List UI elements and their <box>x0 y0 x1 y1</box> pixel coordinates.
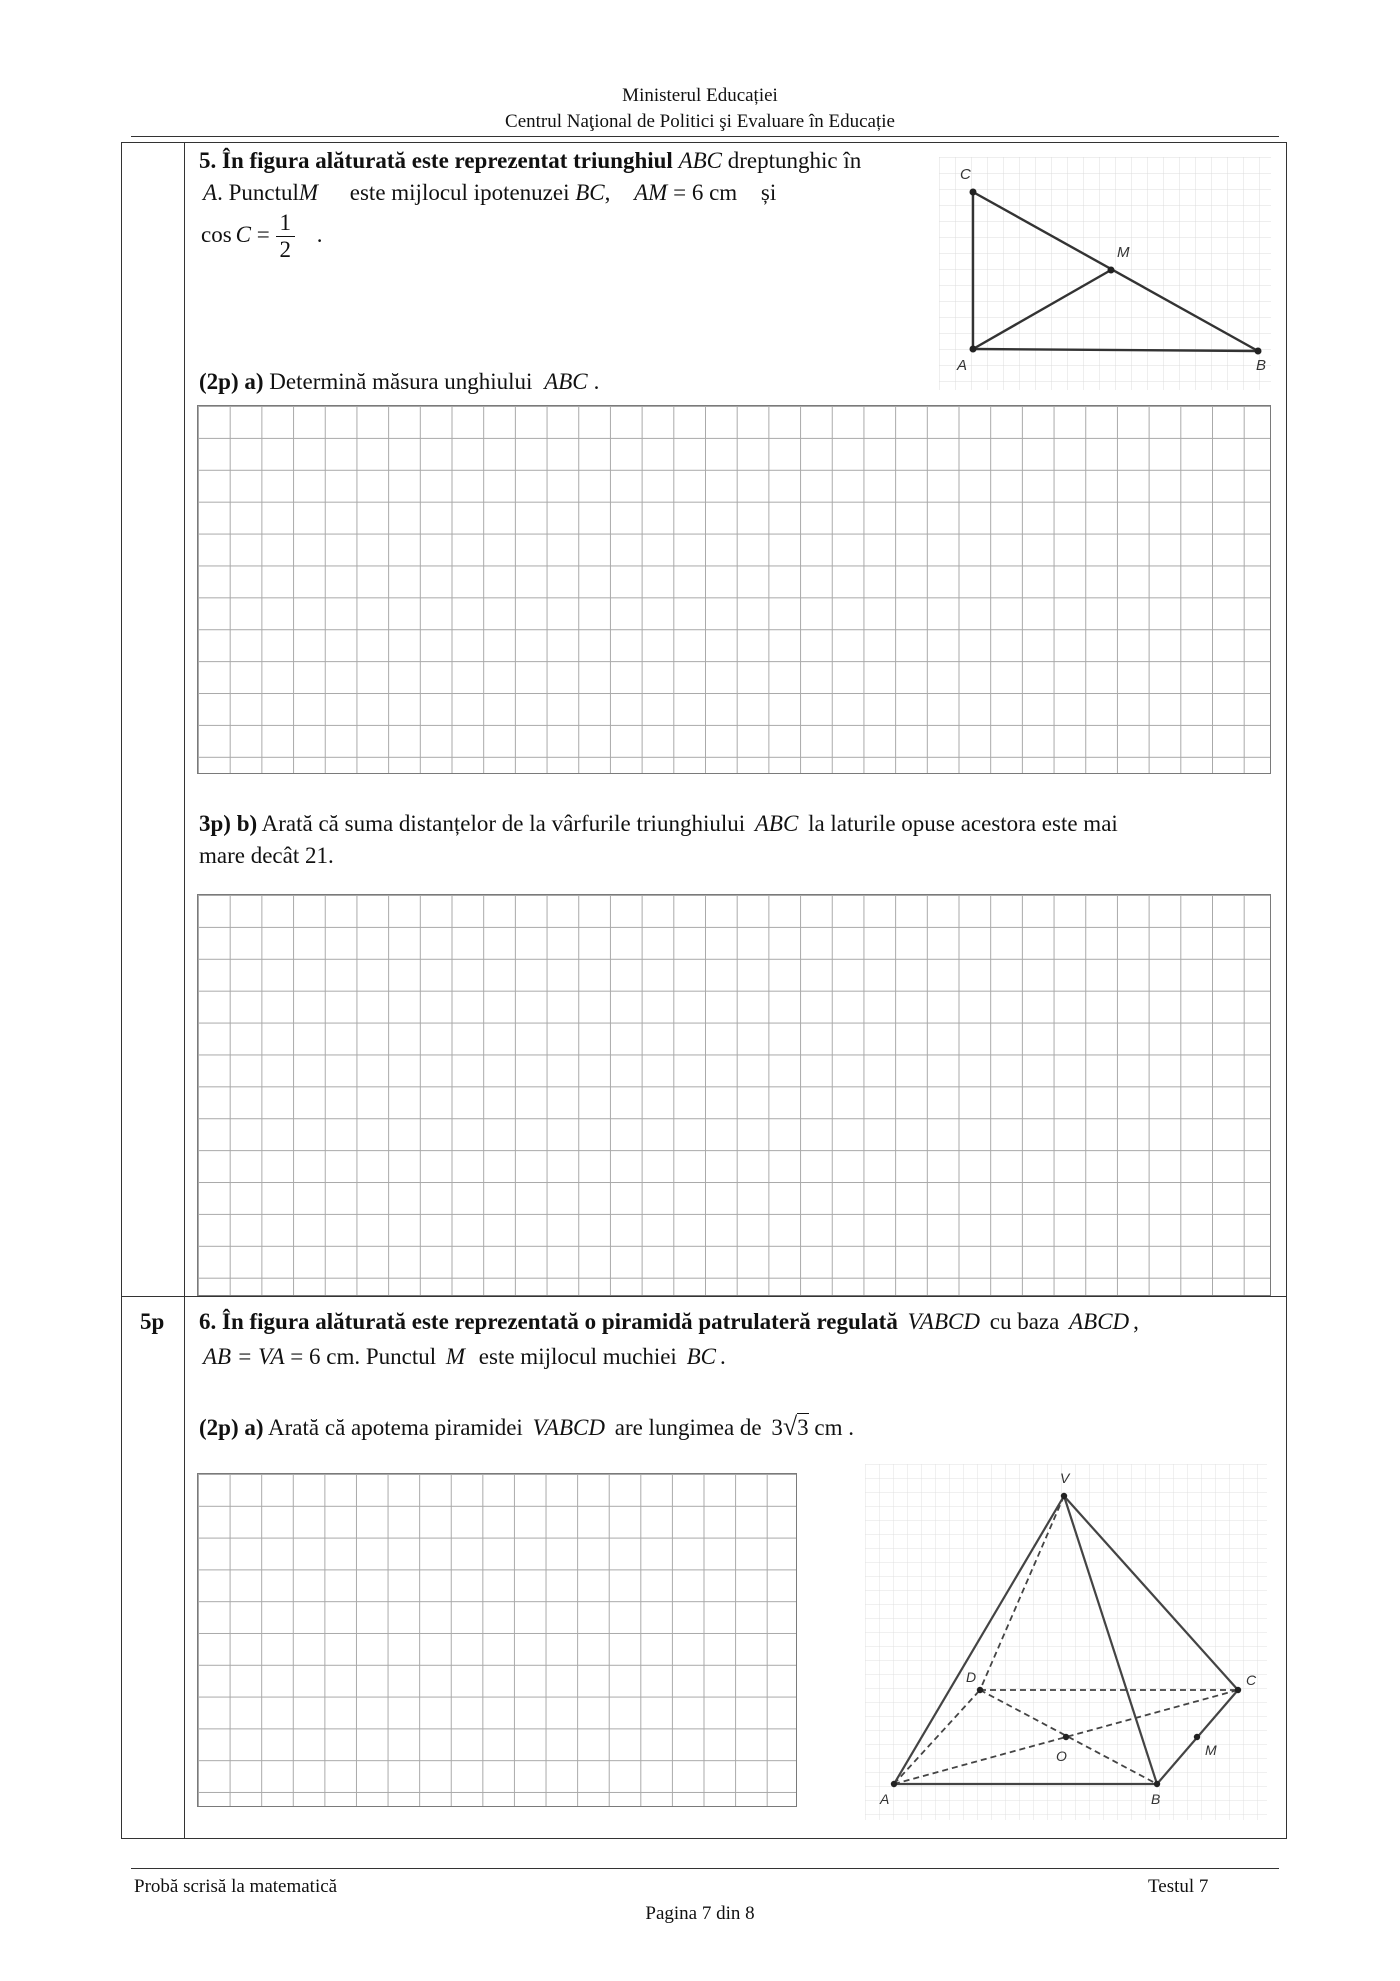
label-d: D <box>966 1669 977 1685</box>
center-o <box>1063 1734 1069 1740</box>
vertex-d <box>977 1687 983 1693</box>
q5a-statement <box>199 367 599 397</box>
q6-statement-line1 <box>199 1307 1279 1337</box>
q5b-end: . <box>327 843 334 868</box>
q5a-text: Determină măsura unghiului <box>263 369 539 394</box>
q6a-points: (2p) <box>199 1415 239 1440</box>
q5a-angle: ABC <box>544 369 588 394</box>
q6-point-m: M <box>445 1344 466 1369</box>
q6-points <box>140 1307 164 1337</box>
q5b-points: 3p) <box>199 811 231 836</box>
vertex-b <box>1154 1781 1160 1787</box>
answer-grid-5a[interactable] <box>197 405 1271 774</box>
q5b-triangle: ABC <box>754 811 799 836</box>
cos-equals: = <box>251 221 270 247</box>
q6-text: . <box>719 1344 726 1369</box>
label-a: A <box>957 357 968 374</box>
answer-grid-5b[interactable] <box>197 894 1271 1296</box>
footer-exam-title: Probă scrisă la matematică <box>134 1876 338 1897</box>
q5-text: și <box>760 180 777 205</box>
table-column-divider <box>184 142 185 1839</box>
q6-pyramid: VABCD <box>907 1309 980 1334</box>
header-ministry: Ministerul Educației <box>622 85 778 106</box>
label-a6: A <box>880 1791 890 1807</box>
point-m <box>1108 267 1115 274</box>
header-rule <box>131 136 1279 137</box>
label-m: M <box>1117 244 1130 261</box>
q6-equality: AB = VA <box>203 1344 285 1369</box>
q5b-number: 21 <box>304 843 328 868</box>
label-b: B <box>1256 357 1267 374</box>
q6-points-label: 5p <box>140 1309 165 1334</box>
point-c <box>970 189 977 196</box>
q6a-end: . <box>842 1415 854 1440</box>
q6a-pyramid: VABCD <box>532 1415 605 1440</box>
footer-rule <box>131 1868 1279 1869</box>
sqrt-symbol: √ <box>782 1412 798 1441</box>
vertex-a <box>891 1781 897 1787</box>
pyramid-figure <box>865 1464 1267 1820</box>
q6a-radicand: 3 <box>797 1415 809 1440</box>
label-b6: B <box>1151 1791 1161 1807</box>
table-row-divider <box>121 1296 1287 1297</box>
label-m6: M <box>1205 1742 1217 1758</box>
q6a-unit: cm <box>808 1415 843 1440</box>
q5-text: dreptunghic în <box>722 148 862 173</box>
answer-grid-6a[interactable] <box>197 1473 797 1807</box>
q5b-letter: b) <box>236 811 258 836</box>
q5b-text: Arată că suma distanțelor de la vârfurile triunghiului <box>257 811 751 836</box>
q6a-text: Arată că apotema piramidei <box>263 1415 529 1440</box>
q5-point-m: M <box>298 180 319 205</box>
cos-angle: C <box>235 221 252 247</box>
fraction <box>276 210 296 263</box>
footer-test-number: Testul 7 <box>1148 1876 1209 1897</box>
label-c6: C <box>1246 1672 1257 1688</box>
point-a <box>970 346 977 353</box>
q5-statement-line1 <box>199 146 919 176</box>
q5-text: , <box>604 180 617 205</box>
label-c: C <box>960 166 971 183</box>
q6-edge-bc: BC <box>686 1344 716 1369</box>
q6a-text: are lungimea de <box>608 1415 768 1440</box>
q5a-end: . <box>593 369 600 394</box>
q5b-statement-line2 <box>199 841 334 871</box>
q6a-statement <box>199 1412 854 1443</box>
vertex-c <box>1235 1687 1241 1693</box>
q5-cos-formula <box>201 210 323 263</box>
q5b-statement <box>199 809 1274 839</box>
q5a-points: (2p) <box>199 369 239 394</box>
q6-text: cu baza <box>984 1309 1066 1334</box>
q6-length: = 6 cm <box>284 1344 355 1369</box>
fraction-denominator: 2 <box>279 237 291 262</box>
vertex-v <box>1061 1493 1067 1499</box>
q6-text: este mijlocul muchiei <box>473 1344 683 1369</box>
q5-text: este mijlocul ipotenuzei <box>349 180 576 205</box>
triangle-figure-svg <box>939 157 1271 390</box>
midpoint-m <box>1194 1734 1200 1740</box>
q6-text: , <box>1133 1309 1139 1334</box>
q5-am-value: = 6 cm <box>667 180 738 205</box>
q6-base: ABCD <box>1069 1309 1130 1334</box>
q5-abc: ABC <box>678 148 723 173</box>
pyramid-figure-svg <box>865 1464 1267 1820</box>
point-b <box>1255 348 1262 355</box>
triangle-figure <box>939 157 1271 390</box>
q5a-letter: a) <box>244 369 264 394</box>
q5-statement-line2 <box>203 178 919 208</box>
q5-text: . <box>316 221 323 247</box>
q5-vertex-a: A <box>203 180 218 205</box>
header-center: Centrul Naţional de Politici şi Evaluare în Educație <box>505 111 895 132</box>
fraction-numerator: 1 <box>276 210 296 237</box>
q6a-letter: a) <box>244 1415 264 1440</box>
q5-text: . Punctul <box>217 180 299 205</box>
q6-statement-line2 <box>203 1342 726 1372</box>
footer-page-number: Pagina 7 din 8 <box>645 1903 755 1924</box>
label-o: O <box>1056 1748 1067 1764</box>
q5b-text: mare decât <box>199 843 305 868</box>
q5b-text: la laturile opuse acestora este mai <box>802 811 1118 836</box>
q6-number-text: 6. În figura alăturată este reprezentată o piramidă patrulateră regulată <box>199 1309 904 1334</box>
q5-bc: BC <box>575 180 605 205</box>
q5-number-text: 5. În figura alăturată este reprezentat triunghiul <box>199 148 679 173</box>
cos-label: cos <box>201 221 232 247</box>
q5-am: AM <box>634 180 668 205</box>
q6-text: . Punctul <box>354 1344 442 1369</box>
q6a-coefficient: 3 <box>771 1415 783 1440</box>
label-v: V <box>1060 1470 1070 1486</box>
